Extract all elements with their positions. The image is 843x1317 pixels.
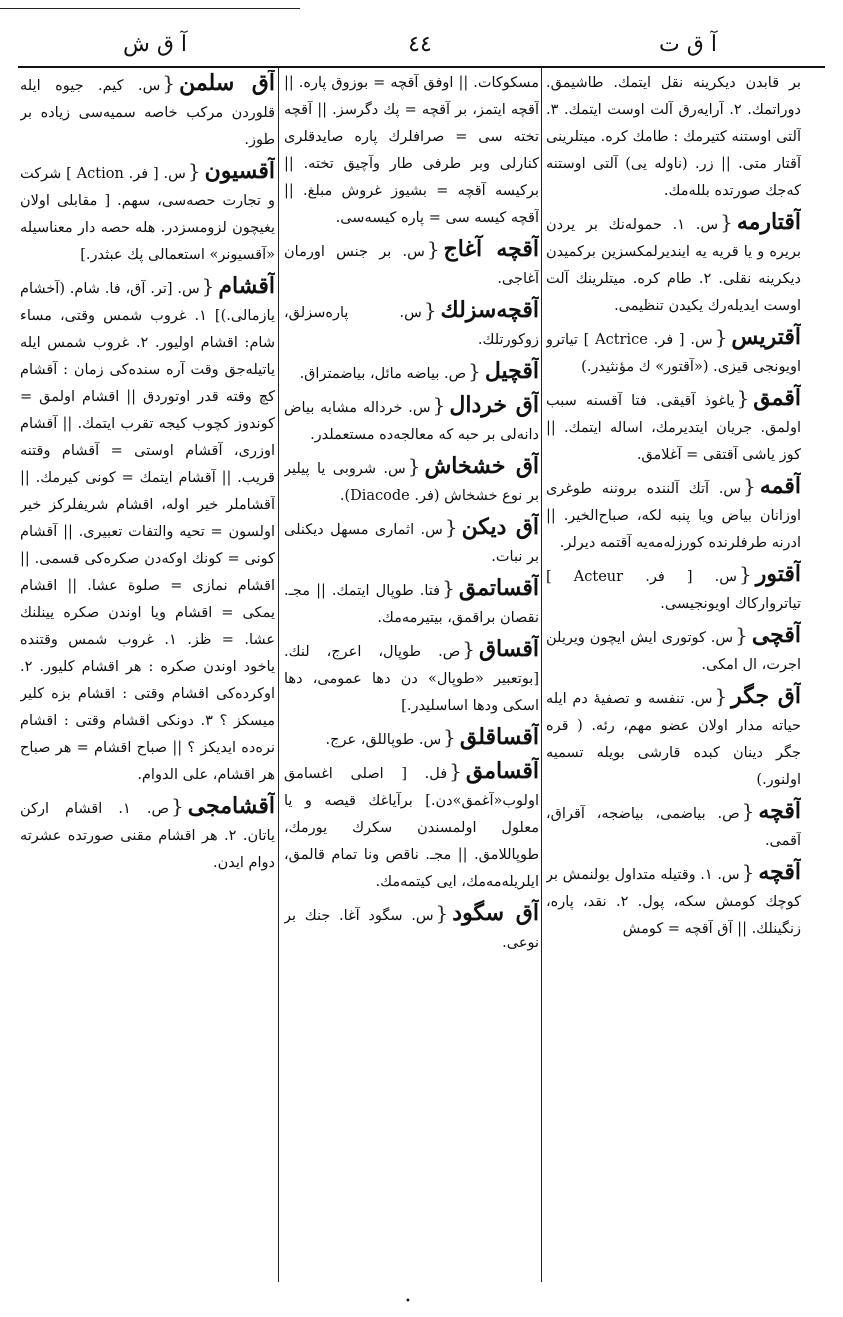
- entry-brace: {: [435, 901, 449, 925]
- entry-definition: س. سگود آغا. جنك بر نوعی.: [284, 908, 539, 951]
- column-right: [546, 70, 801, 1282]
- dictionary-entry: [20, 70, 275, 154]
- dictionary-entry: [546, 209, 801, 320]
- dictionary-entry: [546, 798, 801, 855]
- entry-definition: س. [ فر. Actrice ] تیاترو اویونجی قیزی. («آقتور» ك مؤنثیدر.): [546, 332, 801, 375]
- entry-headword: آقسامق: [465, 758, 539, 784]
- entry-headword: آقتارمه: [736, 209, 801, 235]
- entry-definition: س. کوتوری ایش ایچون ویریلن اجرت، ال امکی.: [546, 630, 801, 673]
- dictionary-entry: [284, 900, 539, 957]
- entry-definition: س. خردالە مشابه بیاض دانەلی بر حبه که معالجەده مستعملدر.: [284, 400, 539, 443]
- entry-brace: {: [443, 725, 456, 749]
- dictionary-entry: [284, 392, 539, 449]
- entry-headword: آقچی: [751, 622, 801, 648]
- header-rule: [18, 66, 825, 68]
- header-right-keyword: آ ق ت: [659, 32, 717, 57]
- entry-headword: آقساقلق: [459, 724, 539, 750]
- entry-headword: آق دیکن: [461, 514, 539, 540]
- dictionary-entry: [546, 622, 801, 679]
- dictionary-entry: [284, 453, 539, 510]
- entry-headword: آقچه آغاج: [443, 236, 539, 262]
- column-divider: [278, 66, 279, 1282]
- entry-brace: {: [738, 562, 752, 586]
- dictionary-entry: [546, 859, 801, 943]
- entry-brace: {: [442, 576, 455, 600]
- entry-headword: آقساتمق: [458, 575, 539, 601]
- entry-definition: فل. [ اصلی اغسامق اولوب«آغمق»دن.] برآیاغك قیصه و یا معلول اولمسندن سکرك یورمك، طوپاللامق. || مجـ. ناقص ونا تمام قالمق، ایلریله‌مه‌مك، ایی کیتمەمك.: [284, 766, 539, 890]
- dictionary-entry: [284, 758, 539, 896]
- entry-definition: بر قابدن دیکرینه نقل ایتمك. طاشیمق. دوراتمك. ٢. آرایه‌رق آلت اوست ایتمك. ٣. آلتی اوستنه کتیرمك : طامك کره. میتلرینی آقتار متی. || زر. (ناوله‌ یی) آلتی اوستنه که‌جك صورتده بللەمك.: [546, 75, 801, 199]
- entry-definition: س. طوپاللق، عرج.: [325, 732, 442, 748]
- entry-brace: {: [736, 386, 750, 410]
- entry-headword: آقشامجی: [187, 793, 275, 819]
- entry-headword: آقچه: [758, 798, 801, 824]
- dictionary-entry: [284, 575, 539, 632]
- entry-headword: آقچه: [758, 859, 801, 885]
- dictionary-entry: [284, 636, 539, 720]
- entry-definition: فتا. طوپال ایتمك. || مجـ. نقصان براقمق، بیتیرمەمك.: [284, 583, 539, 626]
- entry-headword: آق سلمن: [179, 70, 275, 96]
- entry-definition: ص. بیاضمی، بیاضجه، آقراق، آقمی.: [546, 806, 801, 849]
- dictionary-entry: [546, 473, 801, 557]
- column-middle: [284, 70, 539, 1282]
- entry-headword: آقتریس: [731, 324, 801, 350]
- entry-brace: {: [714, 325, 728, 349]
- entry-definition: س. کیم. جیوه ایله قلوردن مرکب خاصه سمیەسی زیاده بر طوز.: [20, 78, 275, 148]
- dictionary-entry: [284, 297, 539, 354]
- entry-definition: س. شروبی یا پیلیر بر نوع خشخاش (فر. Diacode).: [284, 461, 539, 504]
- entry-definition: س. ١. وقتیله متداول بولنمش بر کوچك کومش سکه، پول. ٢. نقد، پاره، زنگینلك. || آق آقچه = کومش: [546, 867, 801, 937]
- column-left: [20, 70, 275, 1282]
- entry-brace: {: [449, 759, 462, 783]
- entry-brace: {: [407, 454, 421, 478]
- entry-headword: آقمه: [759, 473, 801, 499]
- dictionary-entry: [284, 724, 539, 754]
- footer-mark: •: [405, 1296, 411, 1307]
- entry-brace: {: [432, 393, 446, 417]
- entry-definition: ص. طوپال، اعرج، لنك. [بوتعبیر «طوپال» دن دها عمومی، دها اسکی ودها اساسلیدر.]: [284, 644, 539, 714]
- entry-brace: {: [187, 159, 201, 183]
- entry-brace: {: [468, 359, 481, 383]
- entry-definition: ص. ١. اقشام ارکن یاتان. ٢. هر اقشام مقنی صورتده عشرته دوام ایدن.: [20, 801, 275, 871]
- entry-headword: آقچه‌سزلك: [440, 297, 539, 323]
- entry-headword: آق سگود: [452, 900, 539, 926]
- dictionary-entry: [284, 236, 539, 293]
- dictionary-entry: [546, 70, 801, 205]
- dictionary-entry: [546, 324, 801, 381]
- entry-definition: س. بر جنس اورمان آغاجی.: [284, 244, 539, 287]
- dictionary-entry: [546, 561, 801, 618]
- entry-headword: آقشام: [218, 273, 275, 299]
- entry-brace: {: [162, 71, 176, 95]
- entry-headword: آقتور: [755, 561, 801, 587]
- header-left-keyword: آ ق ش: [122, 32, 188, 57]
- entry-headword: آقمق: [753, 385, 801, 411]
- entry-brace: {: [714, 684, 728, 708]
- top-rule: [0, 8, 300, 9]
- entry-brace: {: [462, 637, 475, 661]
- page-number: ٤٤: [408, 32, 432, 57]
- dictionary-entry: [546, 683, 801, 794]
- entry-definition: س. آتك آلننده بروننه طوغری اوزانان بیاض ویا پنبه لکه، صباح‌الخیر. || ادرنه طرفلرنده کورزلەمەیه آقتمه‌ دیرلر.: [546, 481, 801, 551]
- entry-definition: یاغوذ آقیقی. فتا آقسنه سبب اولمق. جریان ایتدیرمك، اساله ایتمك. || کوز یاشی آقتقی = آغلامق.: [546, 393, 801, 463]
- entry-headword: آق خشخاش: [424, 453, 539, 479]
- entry-brace: {: [741, 799, 755, 823]
- entry-brace: {: [720, 210, 733, 234]
- entry-definition: س. اثماری مسهل دیکنلی بر نبات.: [284, 522, 539, 565]
- entry-headword: آق جگر: [731, 683, 801, 709]
- dictionary-entry: [284, 514, 539, 571]
- entry-definition: س. تنفسه و تصفیهٔ دم ایله حیاته مدار اولان عضو مهم، رئه. ( قره جگر دینان کبده قارشی بویله تسمیه اولنور.): [546, 691, 801, 788]
- entry-headword: آقساق: [478, 636, 539, 662]
- entry-headword: آقچیل: [484, 358, 539, 384]
- dictionary-entry: [20, 158, 275, 269]
- entry-definition: س. [ فر. Acteur ] تیاترواركاك اویونجیسی.: [546, 569, 801, 612]
- dictionary-entry: [20, 793, 275, 877]
- entry-definition: مسکوکات. || اوفق آقچه = بوزوق پاره. || آقچه ایتمز، بر آقچه = پك دگرسز. || آقچه تخته سی = صرافلرك پاره صایدقلری کنارلی وبر طرفی طار وآچیق تخته. || برکیسه آقچه = بشیوز غروش مبلغ. || آقچه کیسه سی = پاره کیسه‌سی.: [284, 75, 539, 226]
- entry-definition: س. [ فر. Action ] شرکت و تجارت حصەسی، سهم. [ مقابلی اولان یغیچون لزومسزدر. هله حصه دار معناسیله «آقسیونر» استعمالی پك عبثدر.]: [20, 166, 275, 263]
- entry-headword: آقسیون: [204, 158, 275, 184]
- dictionary-entry: [284, 358, 539, 388]
- entry-definition: ص. بیاضه مائل، بیاضمتراق.: [299, 366, 467, 382]
- dictionary-entry: [546, 385, 801, 469]
- entry-brace: {: [171, 794, 184, 818]
- entry-brace: {: [444, 515, 458, 539]
- entry-definition: س. [تر. آق، فا. شام. (آخشام یازمالی.)] ١. غروب شمس وقتی، مساء شام: اقشام اولیور. ٢. غروب شمس ایله یاتیلەجق وقت آره سندەكی زمان : آقشام کچ وقته قدر اوتوردق || اقشام اولمق = کوندوز کچوب کیجه تقرب ایتمك. || آقشام اوزری، آقشام اوستی = آقشام وقتنه قریب. || آقشام ایتمك = کونی کیرمك. || آقشاملر خیر اوله، اقشام شریفلرکز خیر اولسون = تحیه والتفات تعبیری. || آقشام کونی = کونك اوکەدن صکرەكی قسمی. || اقشام نمازی = صلوة عشا. || اقشام یمکی = اقشام ویا اوندن صکره یینلنك عشا. = ظز. ١. غروب شمس وقتنده یاخود اوندن صکره : هر اقشام کلیور. ٢. اوکرده‌کی اقشام وقتی : اقشام بزه کلیر میسکز ؟ ٣. دونکی اقشام وقتی : اقشام نرەده ایدیکز ؟ || صباح اقشام = هر صباح هر اقشام، علی الدوام.: [20, 281, 275, 783]
- entry-definition: س. ١. حمولەنك بر یردن بریره و یا قریه‌ یه ایندیرلمکسزین برکمیدن دیکرینه نقلی. ٢. طام کره. میتلرینك آلت اوست ایدیله‌رك یکیدن تنظیمی.: [546, 217, 801, 314]
- entry-brace: {: [423, 298, 437, 322]
- entry-brace: {: [741, 860, 755, 884]
- dictionary-entry: [20, 273, 275, 789]
- entry-definition: س. پاره‌سزلق، زوکورتلك.: [284, 305, 539, 348]
- entry-brace: {: [735, 623, 748, 647]
- entry-brace: {: [201, 274, 215, 298]
- column-divider: [541, 66, 542, 1282]
- dictionary-entry: [284, 70, 539, 232]
- entry-headword: آق خردال: [449, 392, 539, 418]
- entry-brace: {: [426, 237, 440, 261]
- entry-brace: {: [743, 474, 756, 498]
